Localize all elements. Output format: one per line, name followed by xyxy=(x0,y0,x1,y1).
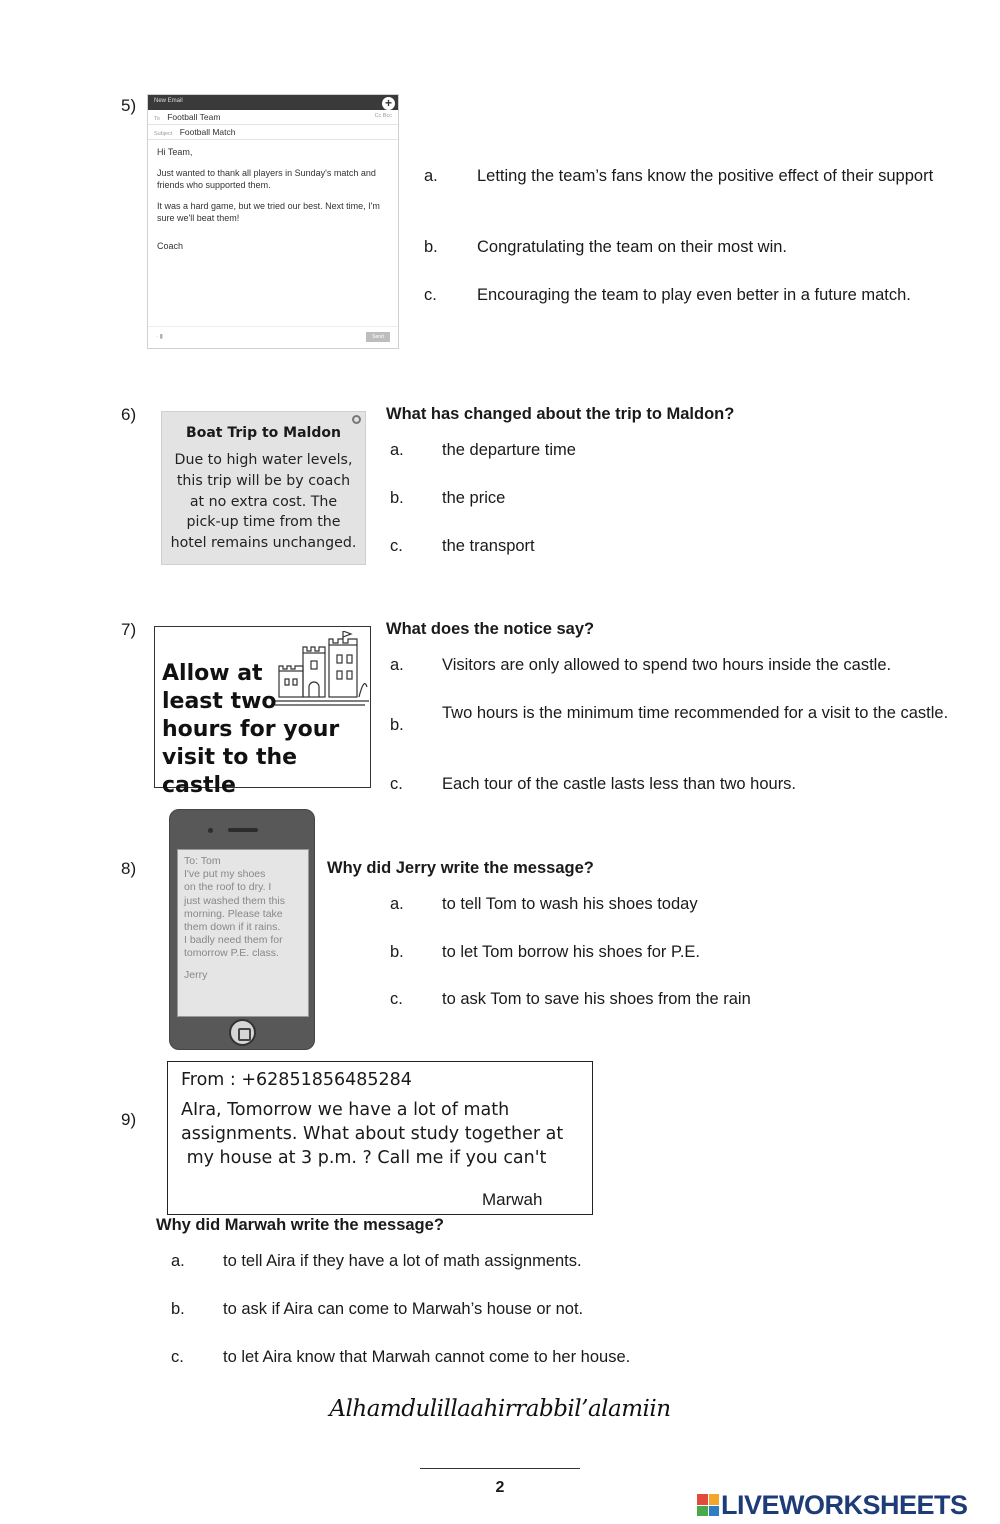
notice-text xyxy=(162,660,370,800)
phone-line: them down if it rains. xyxy=(184,921,281,934)
phone-line-spacer xyxy=(184,961,302,969)
email-cc-label: Cc Bcc xyxy=(374,113,392,119)
email-header-bar xyxy=(148,95,398,110)
sign-line: pick-up time from the xyxy=(186,514,341,531)
option-letter: b. xyxy=(390,943,404,961)
email-signoff: Coach xyxy=(157,241,184,251)
option-text: to tell Tom to wash his shoes today xyxy=(442,895,698,913)
option-text: to ask Tom to save his shoes from the rain xyxy=(442,990,751,1008)
liveworksheets-icon xyxy=(697,1494,719,1516)
option-text: the departure time xyxy=(442,441,576,459)
option-letter: b. xyxy=(390,716,404,734)
option-text: to tell Aira if they have a lot of math assignments. xyxy=(223,1252,582,1270)
notice-line: least two xyxy=(162,689,277,714)
email-body xyxy=(148,140,398,267)
option-letter: a. xyxy=(390,895,404,913)
option-letter: c. xyxy=(390,990,403,1008)
option-text: Visitors are only allowed to spend two hours inside the castle. xyxy=(442,656,892,674)
brand-name: LIVEWORKSHEETS xyxy=(721,1489,968,1520)
phone-line: tomorrow P.E. class. xyxy=(184,947,279,960)
option-text: Encouraging the team to play even better in a future match. xyxy=(477,286,911,304)
boat-trip-sign xyxy=(161,411,366,565)
phone-line: on the roof to dry. I xyxy=(184,881,272,894)
question-text: Why did Jerry write the message? xyxy=(327,859,594,877)
sms-line: my house at 3 p.m. ? Call me if you can't xyxy=(181,1148,547,1168)
closing-phrase: Alhamdulillaahirrabbil’alamiin xyxy=(329,1396,671,1422)
email-subject-row xyxy=(148,125,398,140)
pin-icon xyxy=(352,415,361,424)
option-letter: b. xyxy=(390,489,404,507)
liveworksheets-logo xyxy=(697,1490,968,1520)
option-text: to let Aira know that Marwah cannot come to her house. xyxy=(223,1348,631,1366)
option-text: the price xyxy=(442,489,506,507)
sign-title: Boat Trip to Maldon xyxy=(186,425,341,441)
email-paragraph: Just wanted to thank all players in Sunday's match and friends who supported them. xyxy=(157,168,376,190)
phone-image xyxy=(169,809,315,1050)
email-paragraph: It was a hard game, but we tried our best. Next time, I'm sure we'll beat them! xyxy=(157,201,380,223)
question-number: 7) xyxy=(121,620,137,639)
email-footer xyxy=(148,326,398,348)
sms-body xyxy=(181,1098,586,1170)
email-to-label: To xyxy=(154,116,160,122)
speaker-icon xyxy=(228,828,258,832)
page-number: 2 xyxy=(495,1479,505,1496)
email-subject-value: Football Match xyxy=(179,127,236,137)
email-to-value: Football Team xyxy=(167,112,221,122)
home-button-icon xyxy=(229,1019,256,1046)
email-subject-label: Subject xyxy=(154,131,173,137)
option-text: to ask if Aira can come to Marwah’s house or not. xyxy=(223,1300,584,1318)
email-toolbar-icons: · ▮ xyxy=(156,334,163,340)
email-greeting: Hi Team, xyxy=(157,147,193,157)
email-send-button: Send xyxy=(366,332,390,342)
notice-line: visit to the castle xyxy=(162,745,298,798)
notice-line: Allow at xyxy=(162,661,263,686)
email-header-label: New Email xyxy=(154,98,183,104)
phone-screen xyxy=(177,849,309,1017)
option-letter: b. xyxy=(424,238,438,256)
question-number: 6) xyxy=(121,405,137,424)
sms-line: AIra, Tomorrow we have a lot of math xyxy=(181,1100,510,1120)
phone-line: Jerry xyxy=(184,968,208,981)
phone-line: just washed them this xyxy=(184,894,285,907)
option-text: to let Tom borrow his shoes for P.E. xyxy=(442,943,701,961)
option-letter: c. xyxy=(390,537,403,555)
option-letter: a. xyxy=(424,167,438,185)
castle-notice xyxy=(154,626,371,798)
sms-signature: Marwah xyxy=(482,1190,543,1209)
phone-line: To: Tom xyxy=(184,855,221,867)
option-text: Two hours is the minimum time recommended for a visit to the castle. xyxy=(442,704,949,722)
question-text: What has changed about the trip to Maldon? xyxy=(386,405,735,423)
question-number: 8) xyxy=(121,859,137,878)
sms-sender: From : +62851856485284 xyxy=(181,1070,412,1090)
sign-line: Due to high water levels, xyxy=(174,452,353,468)
option-letter: a. xyxy=(171,1252,185,1270)
sms-message-box xyxy=(167,1061,593,1215)
option-letter: c. xyxy=(390,775,403,793)
phone-line: I badly need them for xyxy=(184,934,283,947)
question-number: 5) xyxy=(121,96,137,115)
option-text: Each tour of the castle lasts less than two hours. xyxy=(442,775,797,793)
question-text: What does the notice say? xyxy=(386,620,595,638)
camera-icon xyxy=(208,828,213,833)
sign-line: hotel remains unchanged. xyxy=(170,535,357,552)
sign-line: at no extra cost. The xyxy=(189,493,338,510)
option-text: the transport xyxy=(442,537,535,555)
question-number: 9) xyxy=(121,1110,137,1129)
sms-line: assignments. What about study together at xyxy=(181,1124,564,1144)
option-letter: b. xyxy=(171,1300,185,1318)
phone-line: I've put my shoes xyxy=(184,868,266,881)
plus-icon: + xyxy=(382,97,395,110)
question-text: Why did Marwah write the message? xyxy=(156,1216,444,1234)
notice-line: hours for your xyxy=(162,717,340,742)
phone-line: morning. Please take xyxy=(184,907,283,920)
sign-line: this trip will be by coach xyxy=(176,472,351,489)
option-letter: c. xyxy=(171,1348,184,1366)
option-text: Letting the team’s fans know the positive effect of their support xyxy=(477,167,934,185)
option-letter: c. xyxy=(424,286,437,304)
option-letter: a. xyxy=(390,441,404,459)
option-letter: a. xyxy=(390,656,404,674)
option-text: Congratulating the team on their most win. xyxy=(477,238,787,256)
email-image xyxy=(147,94,399,349)
footer-divider xyxy=(420,1468,580,1469)
email-to-row xyxy=(148,110,398,125)
sign-body xyxy=(162,450,365,554)
